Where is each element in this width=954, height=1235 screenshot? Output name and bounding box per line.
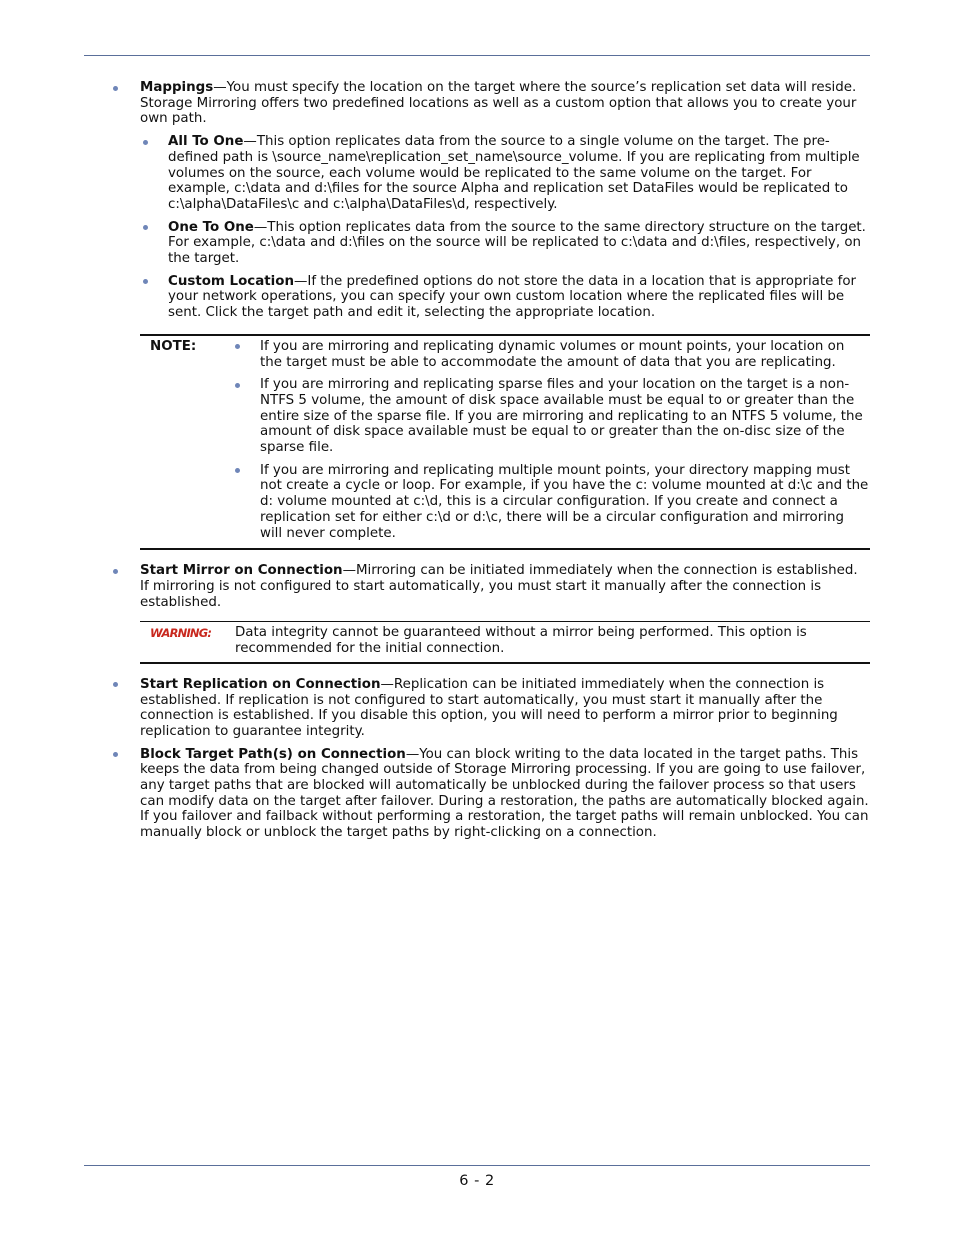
option-all-to-one	[140, 134, 870, 213]
bullet-dot	[235, 468, 240, 473]
bullet-dot	[113, 752, 118, 757]
start-replication-title: Start Replication on Connection	[140, 676, 381, 692]
option-title: One To One	[168, 219, 254, 235]
bullet-dot	[113, 569, 118, 574]
footer-rule	[84, 1165, 870, 1166]
header-rule	[84, 55, 870, 56]
start-replication-text: —Replication can be initiated immediately when the connection is established. If replication is not configured to start automatically, you must start it manually after the connection is established. If you disable this option, you will need to perform a mirror prior to beginning replication to guarantee integrity.	[140, 676, 838, 739]
block-target-title: Block Target Path(s) on Connection	[140, 746, 406, 762]
option-title: All To One	[168, 134, 244, 150]
bullet-block-target	[110, 747, 870, 841]
mappings-options	[140, 134, 870, 321]
option-text: —If the predefined options do not store the data in a location that is appropriate for your network operations, you can specify your own custom location where the replicated files will be sent. Click the target path and edit it, selecting the appropriate location.	[168, 273, 857, 321]
warning-text: Data integrity cannot be guaranteed without a mirror being performed. This option is recommended for the initial connection.	[235, 625, 807, 657]
bullet-start-replication	[110, 677, 870, 740]
option-text: —This option replicates data from the source to the same directory structure on the target. For example, c:\data and d:\files on the source will be replicated to c:\data and d:\files, respectively, on the target.	[168, 219, 866, 267]
bullet-dot	[235, 344, 240, 349]
note-box	[140, 334, 870, 550]
bullet-dot	[143, 140, 148, 145]
block-target-text: —You can block writing to the data located in the target paths. This keeps the data from being changed outside of Storage Mirroring processing. If you are going to use failover, any target paths that are blocked will automatically be unblocked during the failover process so that users can modify data on the target after failover. During a restoration, the paths are automatically blocked again. If you failover and failback without performing a restoration, the target paths will remain unblocked. You can manually block or unblock the target paths by right-clicking on a connection.	[140, 746, 869, 841]
note-text: If you are mirroring and replicating multiple mount points, your directory mapping must not create a cycle or loop. For example, if you have the c: volume mounted at d:\c and the d: volume mounted at c:\d, this is a circular configuration. If you create and connect a replication set for either c:\d or d:\c, there will be a circular configuration and mirroring will never complete.	[260, 462, 869, 541]
bullet-dot	[143, 279, 148, 284]
page-number: 6 - 2	[459, 1173, 495, 1189]
bullet-dot	[113, 682, 118, 687]
bullet-start-mirror	[110, 563, 870, 610]
note-text: If you are mirroring and replicating dynamic volumes or mount points, your location on the target must be able to accommodate the amount of data that you are replicating.	[260, 338, 845, 370]
note-item	[232, 339, 870, 370]
note-item	[232, 377, 870, 456]
bullet-dot	[235, 383, 240, 388]
option-text: —This option replicates data from the source to a single volume on the target. The pre-defined path is \source_name\replication_set_name\source_volume. If you are replicating from multiple volumes on the source, each volume would be replicated to the same volume on the target. For example, c:\data and d:\files for the source Alpha and replication set DataFiles would be replicated to c:\alpha\DataFiles\c and c:\alpha\DataFiles\d, respectively.	[168, 134, 860, 212]
note-list	[232, 339, 870, 541]
mappings-text: —You must specify the location on the target where the source’s replication set data will reside. Storage Mirroring offers two predefined locations as well as a custom option that allows you to create your own path.	[140, 80, 857, 127]
start-mirror-title: Start Mirror on Connection	[140, 563, 343, 579]
note-item	[232, 463, 870, 542]
option-custom-location	[140, 274, 870, 321]
bullet-dot	[113, 86, 118, 91]
start-mirror-text: —Mirroring can be initiated immediately when the connection is established. If mirroring is not configured to start automatically, you must start it manually after the connection is established.	[140, 563, 858, 610]
warning-label: WARNING:	[150, 626, 212, 641]
page-content	[110, 80, 870, 848]
option-one-to-one	[140, 220, 870, 267]
bullet-dot	[143, 225, 148, 230]
warning-box	[140, 621, 870, 663]
option-title: Custom Location	[168, 273, 294, 289]
note-label: NOTE:	[150, 338, 197, 354]
note-text: If you are mirroring and replicating sparse files and your location on the target is a non-NTFS 5 volume, the amount of disk space available must be equal to or greater than the entire size of the sparse file. If you are mirroring and replicating to an NTFS 5 volume, the amount of disk space available must be equal to or greater than the on-disc size of the sparse file.	[260, 377, 863, 456]
bullet-mappings	[110, 80, 870, 321]
mappings-title: Mappings	[140, 80, 214, 95]
